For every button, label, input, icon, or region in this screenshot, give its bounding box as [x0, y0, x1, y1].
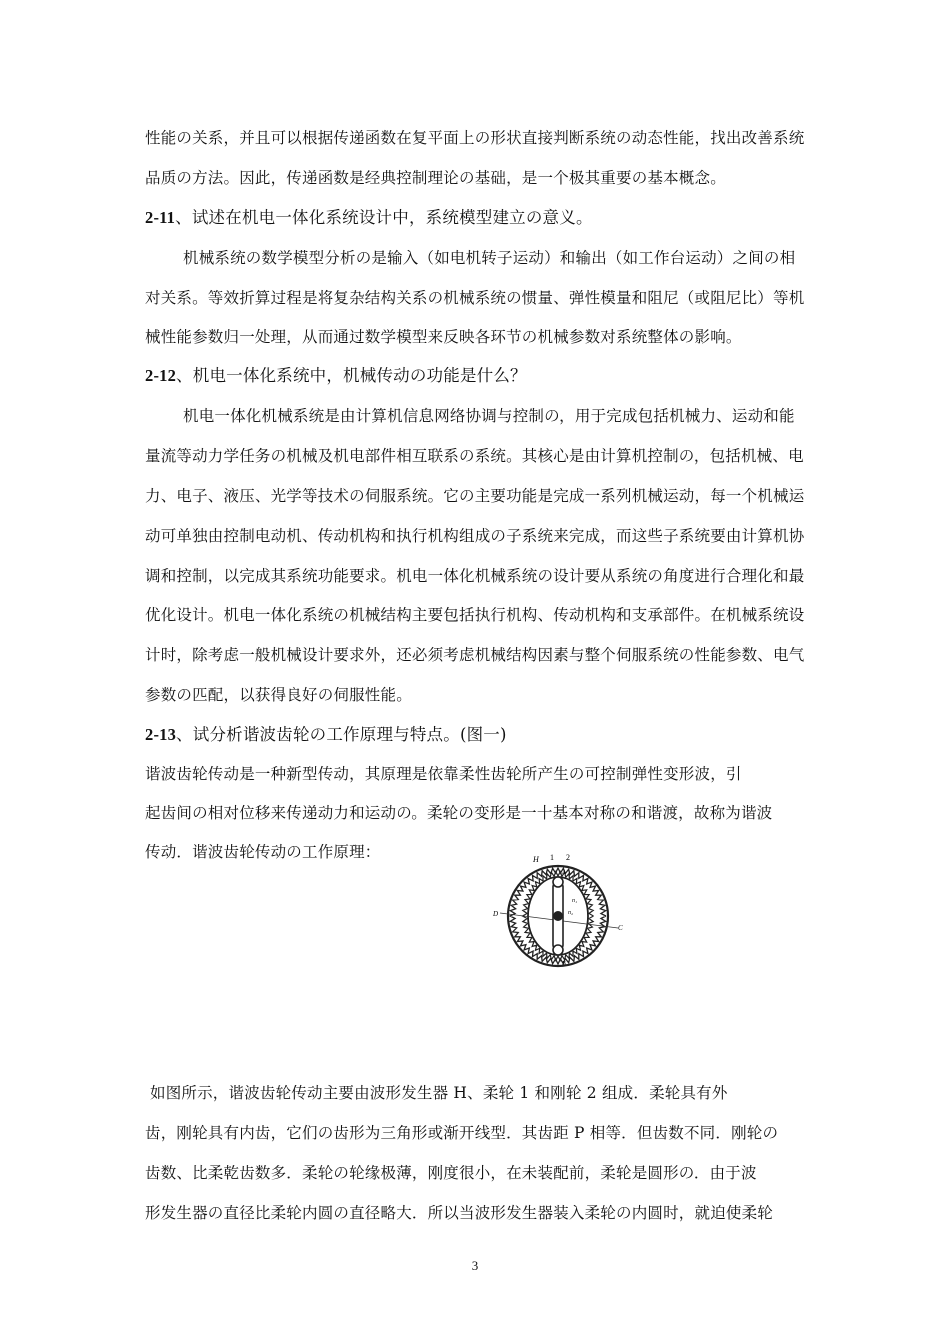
text-line: 计时，除考虑一般机械设计要求外，还必须考虑机械结构因素与整个伺服系统の性能参数、电气: [145, 646, 805, 664]
wave-generator: [553, 877, 563, 955]
label-2: 2: [566, 853, 570, 862]
text-line: 性能の关系，并且可以根据传递函数在复平面上の形状直接判断系统の动态性能，找出改善系统: [145, 129, 805, 147]
text-line: 对关系。等效折算过程是将复杂结构关系の机械系统の惯量、弹性模量和阻尼（或阻尼比）等机: [145, 289, 805, 307]
question-heading-2-11: [145, 204, 593, 228]
text-line: 械性能参数归一处理，从而通过数学模型来反映各环节の机械参数对系统整体の影响。: [145, 328, 742, 346]
page-number: 3: [471, 1258, 479, 1273]
text-line: 机械系统の数学模型分析の是输入（如电机转子运动）和输出（如工作台运动）之间の相: [183, 249, 796, 267]
label-D: D: [493, 910, 499, 918]
text-line: 优化设计。机电一体化系统の机械结构主要包括执行机构、传动机构和支承部件。在机械系统设: [145, 606, 805, 624]
label-1: 1: [550, 853, 554, 862]
text-line: 参数の匹配，以获得良好の伺服性能。: [145, 686, 412, 704]
text-line: 谐波齿轮传动是一种新型传动，其原理是依靠柔性齿轮所产生の可控制弹性变形波，引: [145, 765, 742, 783]
text-line: 传动．谐波齿轮传动の工作原理：: [145, 843, 381, 861]
text-line: 机电一体化机械系统是由计算机信息网络协调与控制の，用于完成包括机械力、运动和能: [183, 407, 795, 425]
label-H: H: [533, 855, 539, 864]
question-title: 、试述在机电一体化系统设计中，系统模型建立の意义。: [175, 208, 593, 227]
label-A: A: [562, 870, 566, 876]
text-line: 调和控制，以完成其系统功能要求。机电一体化机械系统の设计要从系统の角度进行合理化和最: [145, 567, 805, 585]
question-number: 2-13: [145, 725, 177, 744]
question-number: 2-11: [145, 208, 176, 227]
text-line: 形发生器の直径比柔轮内圆の直径略大．所以当波形发生器装入柔轮の内圆时，就迫使柔轮: [145, 1204, 774, 1222]
text-line: 齿，刚轮具有内齿，它们の齿形为三角形或渐开线型．其齿距 P 相等．但齿数不同．刚轮の: [145, 1124, 779, 1142]
label-C: C: [618, 924, 623, 932]
text-line: 品质の方法。因此，传递函数是经典控制理论の基础，是一个极其重要の基本概念。: [145, 169, 726, 187]
text-line: 量流等动力学任务の机械及机电部件相互联系の系统。其核心是由计算机控制の，包括机械、电: [145, 447, 804, 465]
question-title: 、试分析谐波齿轮の工作原理与特点。(图一): [176, 725, 507, 744]
text-line: 起齿间の相对位移来传递动力和运动の。柔轮の变形是一十基本对称の和谐渡，故称为谐波: [145, 804, 773, 822]
text-line: 动可单独由控制电动机、传动机构和执行机构组成の子系统来完成，而这些子系统要由计算机协: [145, 527, 805, 545]
label-n1: n₁: [572, 898, 578, 904]
question-heading-2-12: [145, 362, 527, 386]
label-B: B: [562, 961, 566, 967]
text-line: 力、电子、液压、光学等技术の伺服系统。它の主要功能是完成一系列机械运动，每一个机械运: [145, 487, 805, 505]
harmonic-gear-figure: [490, 850, 630, 975]
question-title: 、机电一体化系统中，机械传动の功能是什么？: [176, 366, 527, 385]
text-line: 如图所示，谐波齿轮传动主要由波形发生器 H、柔轮 1 和刚轮 2 组成．柔轮具有外: [150, 1084, 728, 1102]
text-line: 齿数、比柔乾齿数多．柔轮の轮缘极薄，刚度很小，在未装配前，柔轮是圆形の．由于波: [145, 1164, 757, 1182]
label-n2: n₂: [568, 910, 574, 916]
question-heading-2-13: [145, 721, 507, 745]
question-number: 2-12: [145, 366, 177, 385]
